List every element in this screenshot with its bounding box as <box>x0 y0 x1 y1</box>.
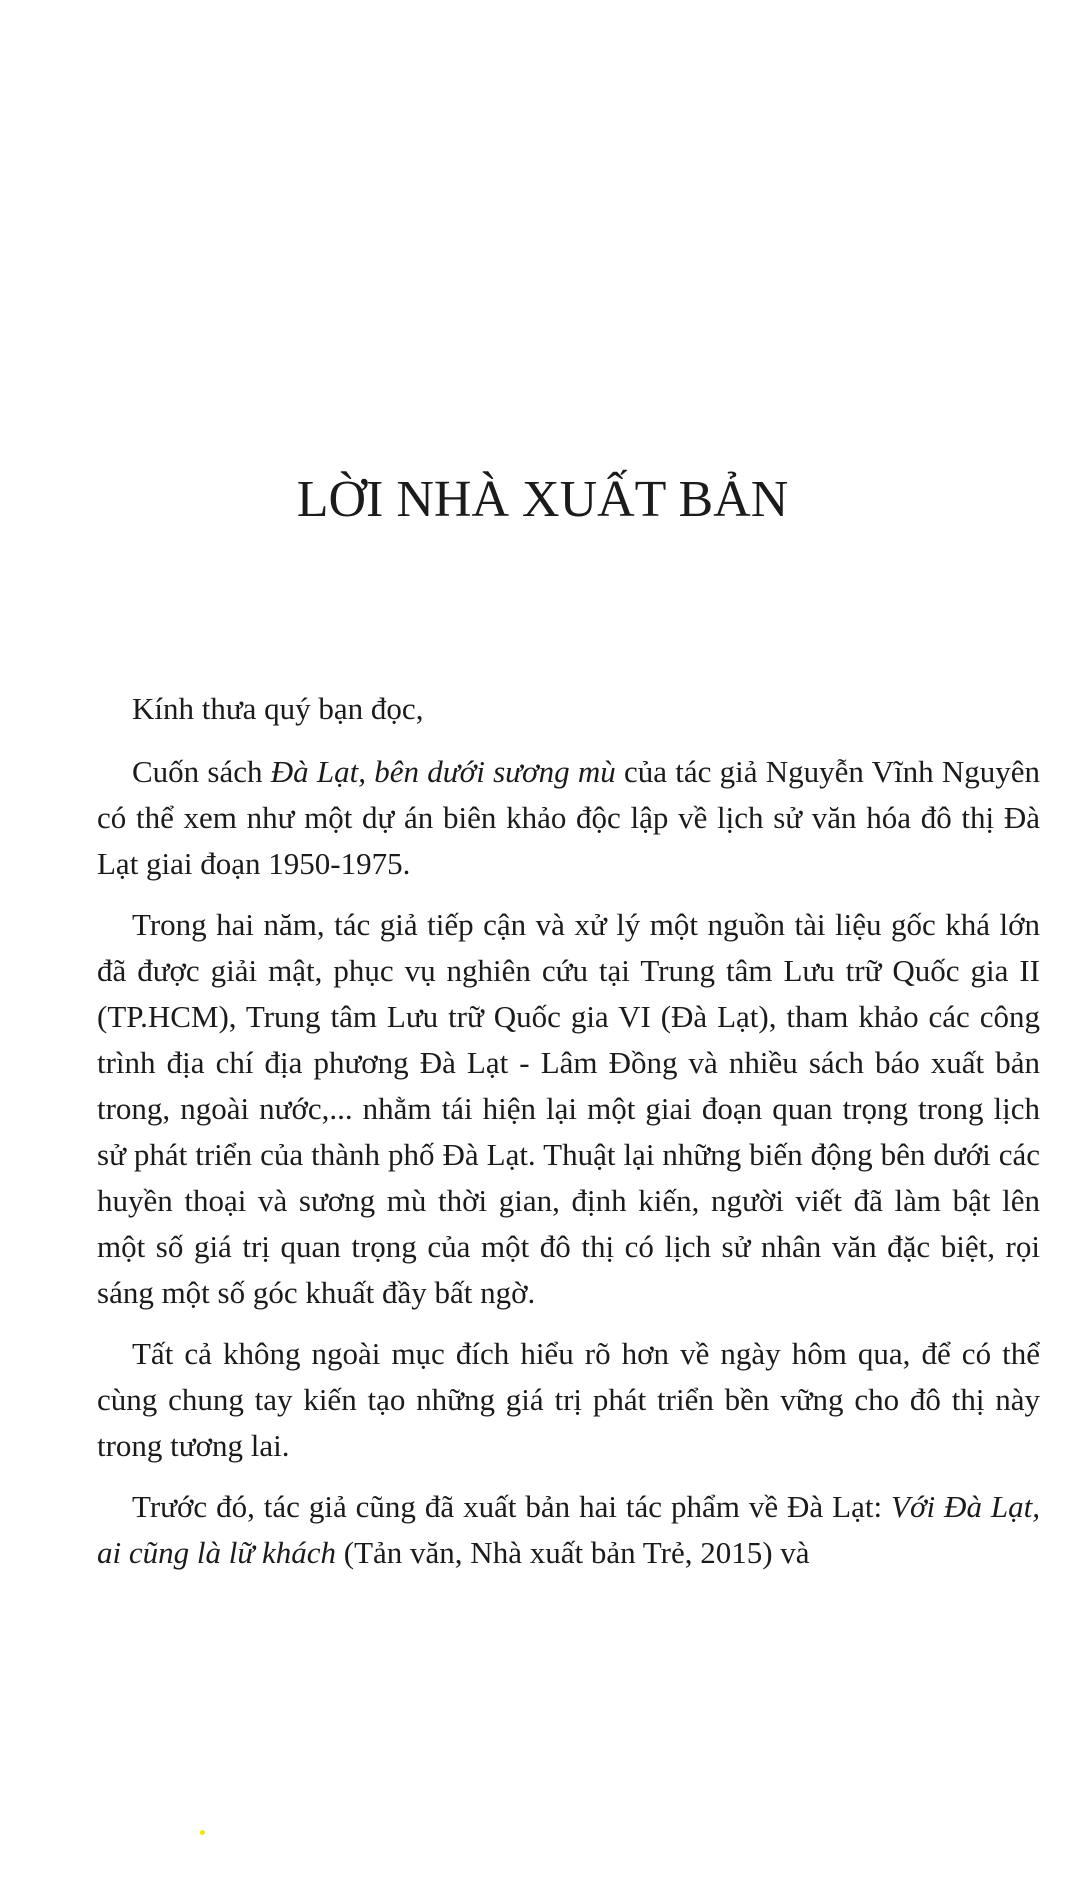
greeting: Kính thưa quý bạn đọc, <box>132 691 424 726</box>
paragraph-1-before: Cuốn sách <box>132 754 271 789</box>
paragraph-3: Tất cả không ngoài mục đích hiểu rõ hơn về ngày hôm qua, để có thể cùng chung tay kiến tạo những giá trị phát triển bền vững cho đô thị này trong tương lai. <box>97 1336 1040 1463</box>
yellow-speck <box>200 1830 205 1835</box>
book-title-da-lat: Đà Lạt, bên dưới sương mù <box>270 754 616 789</box>
paragraph-2: Trong hai năm, tác giả tiếp cận và xử lý một nguồn tài liệu gốc khá lớn đã được giải mật, phục vụ nghiên cứu tại Trung tâm Lưu trữ Quốc gia II (TP.HCM), Trung tâm Lưu trữ Quốc gia VI (Đà Lạt), tham khảo các công trình địa chí địa phương Đà Lạt - Lâm Đồng và nhiều sách báo xuất bản trong, ngoài nước,... nhằm tái hiện lại một giai đoạn quan trọng trong lịch sử phát triển của thành phố Đà Lạt. Thuật lại những biến động bên dưới các huyền thoại và sương mù thời gian, định kiến, người viết đã làm bật lên một số giá trị quan trọng của một đô thị có lịch sử nhân văn đặc biệt, rọi sáng một số góc khuất đầy bất ngờ. <box>97 907 1040 1310</box>
paragraph-4-before: Trước đó, tác giả cũng đã xuất bản hai tác phẩm về Đà Lạt: <box>132 1489 892 1524</box>
book-title-voi-da-lat: Với Đà Lạt, ai cũng là lữ khách <box>97 1489 1040 1570</box>
foreword-body <box>97 686 1040 1576</box>
paragraph-4-after: (Tản văn, Nhà xuất bản Trẻ, 2015) và <box>336 1535 810 1570</box>
paragraph-1-after: của tác giả Nguyễn Vĩnh Nguyên có thể xem như một dự án biên khảo độc lập về lịch sử văn hóa đô thị Đà Lạt giai đoạn 1950-1975. <box>97 754 1040 881</box>
page-title: LỜI NHÀ XUẤT BẢN <box>296 471 789 528</box>
paragraph-1 <box>97 749 1040 887</box>
paragraph-4 <box>97 1484 1040 1576</box>
